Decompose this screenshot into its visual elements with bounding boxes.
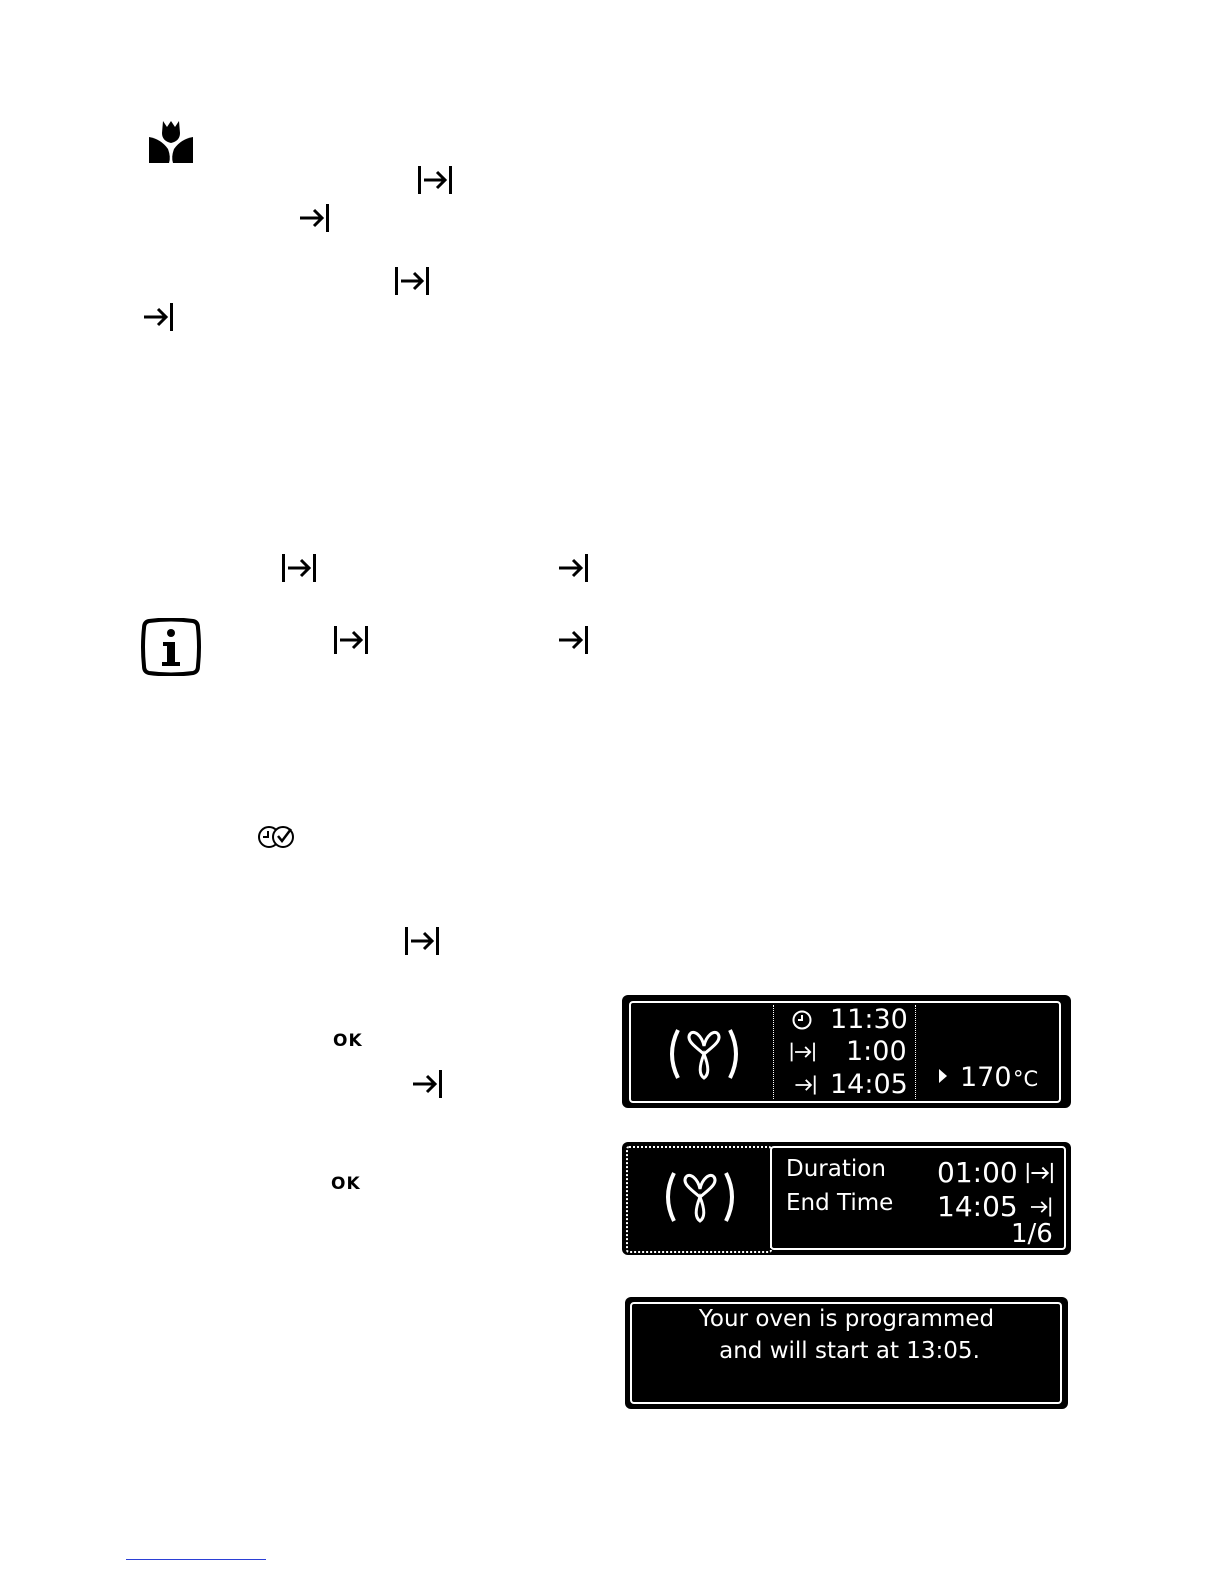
eco-flower-icon bbox=[147, 119, 195, 165]
oven-display-settings bbox=[622, 1142, 1071, 1255]
footnote-rule bbox=[126, 1559, 266, 1560]
end-time-icon bbox=[1028, 1196, 1053, 1221]
temperature-unit: °C bbox=[1013, 1067, 1039, 1091]
page-indicator: 1/6 bbox=[1011, 1219, 1053, 1249]
clock-check-icon bbox=[256, 824, 298, 850]
current-time: 11:30 bbox=[830, 1004, 908, 1035]
clock-icon bbox=[791, 1009, 813, 1034]
end-time-value: 14:05 bbox=[937, 1190, 1018, 1223]
ok-button-label: OK bbox=[333, 1031, 363, 1051]
duration-icon bbox=[1026, 1161, 1054, 1188]
ok-button-label: OK bbox=[331, 1174, 361, 1194]
end-time-icon bbox=[411, 1069, 443, 1102]
duration-value: 1:00 bbox=[846, 1036, 907, 1067]
duration-value: 01:00 bbox=[937, 1156, 1018, 1189]
oven-display-message bbox=[625, 1297, 1068, 1409]
duration-icon bbox=[417, 165, 453, 198]
duration-icon bbox=[333, 625, 369, 658]
end-time-icon bbox=[298, 203, 330, 236]
duration-icon bbox=[281, 553, 317, 586]
oven-display-main bbox=[622, 995, 1071, 1108]
message-line-2: and will start at 13:05. bbox=[719, 1338, 980, 1364]
fan-mode-icon bbox=[660, 1167, 740, 1230]
end-time-icon bbox=[557, 553, 589, 586]
duration-icon bbox=[404, 926, 440, 959]
end-time-icon bbox=[557, 625, 589, 658]
end-time-label: End Time bbox=[786, 1190, 894, 1216]
end-time-value: 14:05 bbox=[830, 1069, 908, 1100]
end-time-icon bbox=[793, 1074, 817, 1099]
duration-label: Duration bbox=[786, 1156, 886, 1182]
duration-icon bbox=[394, 266, 430, 299]
info-icon bbox=[141, 618, 201, 676]
message-line-1: Your oven is programmed bbox=[698, 1306, 995, 1332]
fan-mode-icon bbox=[664, 1024, 744, 1087]
temperature-value: 170 bbox=[960, 1062, 1012, 1093]
play-arrow-icon bbox=[938, 1068, 948, 1087]
end-time-icon bbox=[142, 302, 174, 335]
duration-icon bbox=[790, 1041, 816, 1066]
